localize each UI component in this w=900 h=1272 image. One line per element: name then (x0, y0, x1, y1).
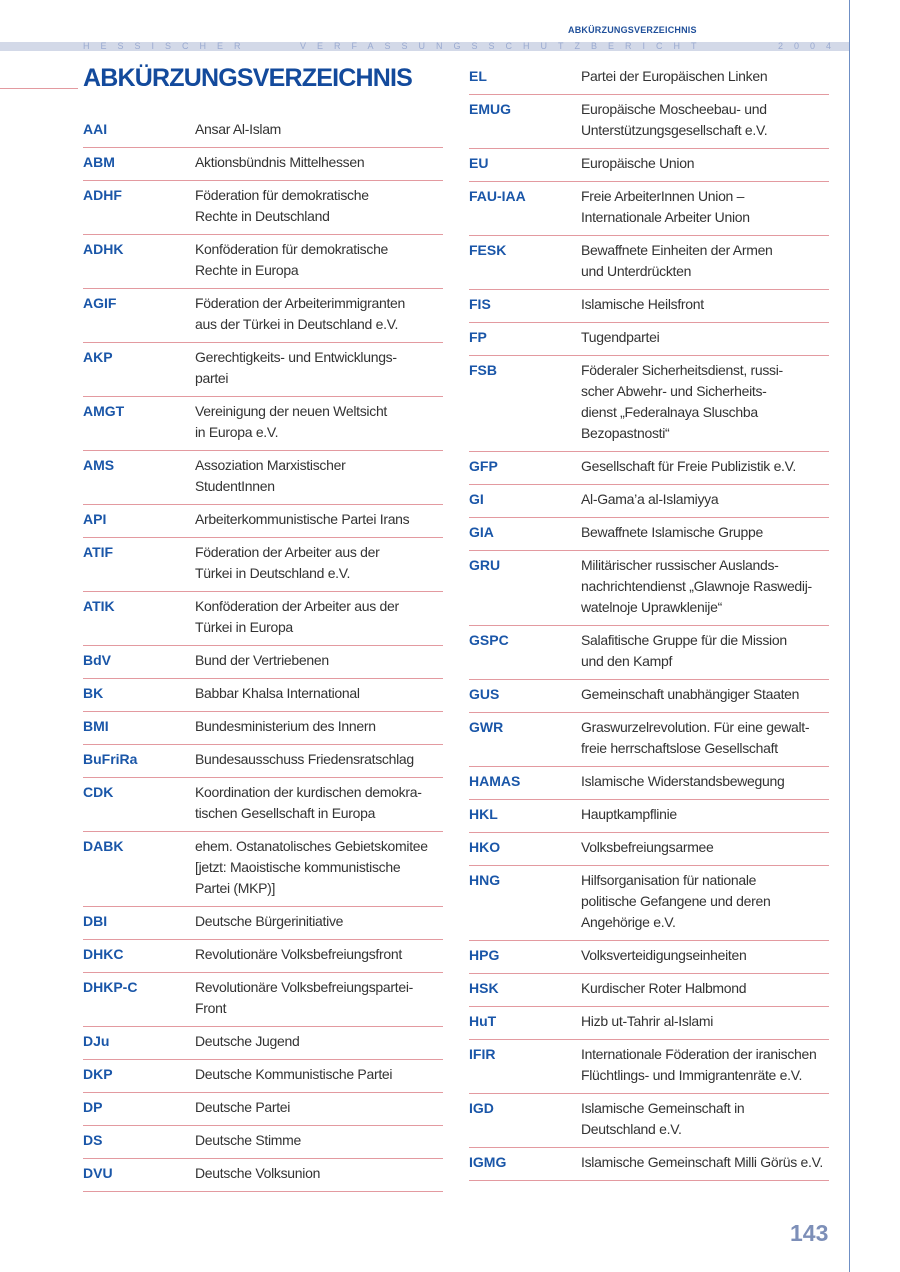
abbreviation-entry (469, 518, 829, 551)
abbreviation-entry (469, 149, 829, 182)
abbreviation-description: Freie ArbeiterInnen Union – Internationale Arbeiter Union (581, 188, 750, 225)
abbreviation-code: DP (83, 1099, 103, 1115)
abbreviation-code: DHKP-C (83, 979, 138, 995)
abbreviation-entry (469, 485, 829, 518)
title-rule (0, 88, 78, 89)
abbreviation-description: Tugendpartei (581, 329, 660, 345)
abbreviation-entry (83, 907, 443, 940)
abbreviation-code: DABK (83, 838, 124, 854)
abbreviation-description: Deutsche Bürgerinitiative (195, 913, 344, 929)
abbreviation-entry (83, 148, 443, 181)
abbreviation-code: HNG (469, 872, 501, 888)
abbreviation-entry (83, 235, 443, 289)
abbreviation-description: Europäische Moscheebau- und Unterstützungsgesellschaft e.V. (581, 101, 768, 138)
abbreviation-entry (469, 1094, 829, 1148)
abbreviation-code: DS (83, 1132, 103, 1148)
abbreviation-description: Föderation der Arbeiterimmigranten aus der Türkei in Deutschland e.V. (195, 295, 406, 332)
abbreviation-entry (83, 289, 443, 343)
header-band-year: 2004 (778, 41, 843, 51)
abbreviation-entry (469, 941, 829, 974)
abbreviation-description: Islamische Widerstandsbewegung (581, 773, 785, 789)
abbreviation-entry (83, 832, 443, 907)
abbreviation-description: Hauptkampflinie (581, 806, 677, 822)
abbreviation-entry (469, 866, 829, 941)
abbreviation-entry (469, 626, 829, 680)
abbreviation-description: Revolutionäre Volksbefreiungsfront (195, 946, 402, 962)
abbreviation-description: Internationale Föderation der iranischen Flüchtlings- und Immigrantenräte e.V. (581, 1046, 817, 1083)
abbreviation-description: Bewaffnete Einheiten der Armen und Unterdrückten (581, 242, 773, 279)
abbreviation-code: BuFriRa (83, 751, 138, 767)
abbreviation-description: Europäische Union (581, 155, 695, 171)
abbreviation-code: GRU (469, 557, 501, 573)
abbreviation-code: HAMAS (469, 773, 521, 789)
abbreviation-description: Deutsche Jugend (195, 1033, 300, 1049)
abbreviation-description: ehem. Ostanatolisches Gebietskomitee [jetzt: Maoistische kommunistische Partei (MKP)] (195, 838, 428, 896)
abbreviation-code: HuT (469, 1013, 497, 1029)
abbreviation-code: IGD (469, 1100, 494, 1116)
abbreviation-entry (83, 712, 443, 745)
abbreviation-code: AAI (83, 121, 108, 137)
abbreviation-code: IGMG (469, 1154, 507, 1170)
abbreviation-code: ADHF (83, 187, 122, 203)
abbreviation-description: Islamische Heilsfront (581, 296, 704, 312)
abbreviation-entry (83, 115, 443, 148)
abbreviation-description: Hilfsorganisation für nationale politische Gefangene und deren Angehörige e.V. (581, 872, 771, 930)
header-band-left: HESSISCHER (83, 41, 252, 51)
abbreviation-code: FESK (469, 242, 507, 258)
abbreviation-description: Koordination der kurdischen demokra- tischen Gesellschaft in Europa (195, 784, 422, 821)
abbreviation-description: Gemeinschaft unabhängiger Staaten (581, 686, 800, 702)
abbreviation-description: Revolutionäre Volksbefreiungspartei- Front (195, 979, 413, 1016)
abbreviation-code: HKO (469, 839, 501, 855)
left-column (83, 115, 443, 1192)
abbreviation-entry (83, 745, 443, 778)
abbreviation-entry (469, 551, 829, 626)
abbreviation-description: Konföderation für demokratische Rechte in Europa (195, 241, 389, 278)
abbreviation-code: ADHK (83, 241, 124, 257)
abbreviation-code: AMS (83, 457, 115, 473)
abbreviation-entry (83, 1093, 443, 1126)
abbreviation-code: FIS (469, 296, 491, 312)
abbreviation-entry (469, 236, 829, 290)
abbreviation-entry (83, 1126, 443, 1159)
abbreviation-description: Kurdischer Roter Halbmond (581, 980, 747, 996)
abbreviation-description: Deutsche Kommunistische Partei (195, 1066, 393, 1082)
abbreviation-code: CDK (83, 784, 114, 800)
abbreviation-description: Deutsche Volksunion (195, 1165, 321, 1181)
abbreviation-description: Al-Gama’a al-Islamiyya (581, 491, 719, 507)
abbreviation-code: BK (83, 685, 104, 701)
abbreviation-description: Ansar Al-Islam (195, 121, 282, 137)
abbreviation-description: Föderaler Sicherheitsdienst, russi- scher Abwehr- und Sicherheits- dienst „Federalnaya Sluschba Bezopastnosti“ (581, 362, 783, 441)
abbreviation-entry (469, 767, 829, 800)
abbreviation-code: ATIF (83, 544, 114, 560)
abbreviation-entry (469, 95, 829, 149)
abbreviation-entry (83, 940, 443, 973)
abbreviation-code: BMI (83, 718, 109, 734)
abbreviation-code: FAU-IAA (469, 188, 526, 204)
abbreviation-code: EMUG (469, 101, 511, 117)
abbreviation-description: Konföderation der Arbeiter aus der Türkei in Europa (195, 598, 399, 635)
abbreviation-description: Föderation der Arbeiter aus der Türkei in Deutschland e.V. (195, 544, 380, 581)
abbreviation-entry (469, 356, 829, 452)
header-band (0, 42, 849, 51)
abbreviation-code: GFP (469, 458, 498, 474)
right-column (469, 62, 829, 1181)
abbreviation-description: Assoziation Marxistischer StudentInnen (195, 457, 346, 494)
abbreviation-description: Salafitische Gruppe für die Mission und den Kampf (581, 632, 787, 669)
abbreviation-entry (83, 1027, 443, 1060)
abbreviation-entry (469, 62, 829, 95)
abbreviation-code: DBI (83, 913, 108, 929)
abbreviation-entry (83, 679, 443, 712)
abbreviation-entry (469, 1040, 829, 1094)
abbreviation-entry (83, 1159, 443, 1192)
abbreviation-code: FSB (469, 362, 497, 378)
page-number: 143 (790, 1220, 829, 1246)
abbreviation-description: Militärischer russischer Auslands- nachrichtendienst „Glawnoje Raswedij- watelnoje Uprawklenije“ (581, 557, 812, 615)
abbreviation-code: DHKC (83, 946, 124, 962)
abbreviation-description: Volksverteidigungseinheiten (581, 947, 747, 963)
abbreviation-code: EU (469, 155, 489, 171)
abbreviation-entry (469, 974, 829, 1007)
abbreviation-code: DKP (83, 1066, 113, 1082)
abbreviation-description: Graswurzelrevolution. Für eine gewalt- freie herrschaftslose Gesellschaft (581, 719, 810, 756)
abbreviation-entry (83, 1060, 443, 1093)
abbreviation-entry (469, 680, 829, 713)
abbreviation-code: GI (469, 491, 484, 507)
abbreviation-entry (83, 505, 443, 538)
abbreviation-code: BdV (83, 652, 111, 668)
abbreviation-description: Deutsche Partei (195, 1099, 291, 1115)
abbreviation-code: GIA (469, 524, 494, 540)
abbreviation-code: EL (469, 68, 487, 84)
abbreviation-description: Bundesministerium des Innern (195, 718, 376, 734)
abbreviation-description: Babbar Khalsa International (195, 685, 360, 701)
abbreviation-entry (83, 973, 443, 1027)
abbreviation-code: API (83, 511, 107, 527)
abbreviation-entry (83, 538, 443, 592)
abbreviation-description: Gesellschaft für Freie Publizistik e.V. (581, 458, 796, 474)
abbreviation-description: Bund der Vertriebenen (195, 652, 329, 668)
abbreviation-code: ATIK (83, 598, 115, 614)
abbreviation-description: Partei der Europäischen Linken (581, 68, 768, 84)
abbreviation-code: GUS (469, 686, 500, 702)
abbreviation-code: GSPC (469, 632, 509, 648)
abbreviation-entry (469, 1148, 829, 1181)
abbreviation-code: DVU (83, 1165, 113, 1181)
abbreviation-description: Deutsche Stimme (195, 1132, 301, 1148)
abbreviation-entry (469, 713, 829, 767)
abbreviation-description: Bundesausschuss Friedensratschlag (195, 751, 414, 767)
abbreviation-code: FP (469, 329, 487, 345)
abbreviation-entry (469, 182, 829, 236)
abbreviation-description: Föderation für demokratische Rechte in Deutschland (195, 187, 369, 224)
abbreviation-code: AKP (83, 349, 113, 365)
abbreviation-description: Gerechtigkeits- und Entwicklungs- partei (195, 349, 397, 386)
abbreviation-description: Hizb ut-Tahrir al-Islami (581, 1013, 714, 1029)
header-band-mid: VERFASSUNGSSCHUTZBERICHT (300, 41, 708, 51)
abbreviation-description: Islamische Gemeinschaft Milli Görüs e.V. (581, 1154, 823, 1170)
abbreviation-code: HPG (469, 947, 500, 963)
abbreviation-entry (83, 181, 443, 235)
abbreviation-entry (83, 451, 443, 505)
abbreviation-description: Bewaffnete Islamische Gruppe (581, 524, 764, 540)
abbreviation-entry (83, 778, 443, 832)
abbreviation-description: Arbeiterkommunistische Partei Irans (195, 511, 410, 527)
abbreviation-entry (469, 833, 829, 866)
abbreviation-description: Volksbefreiungsarmee (581, 839, 714, 855)
abbreviation-description: Vereinigung der neuen Weltsicht in Europa e.V. (195, 403, 388, 440)
abbreviation-code: DJu (83, 1033, 110, 1049)
abbreviation-entry (469, 323, 829, 356)
abbreviation-entry (469, 290, 829, 323)
abbreviation-code: IFIR (469, 1046, 496, 1062)
abbreviation-code: HSK (469, 980, 499, 996)
abbreviation-description: Islamische Gemeinschaft in Deutschland e.V. (581, 1100, 745, 1137)
page-title: ABKÜRZUNGSVERZEICHNIS (83, 64, 413, 92)
abbreviation-code: HKL (469, 806, 498, 822)
abbreviation-code: AGIF (83, 295, 117, 311)
abbreviation-description: Aktionsbündnis Mittelhessen (195, 154, 365, 170)
margin-line (849, 0, 850, 1272)
abbreviation-entry (469, 800, 829, 833)
abbreviation-entry (83, 343, 443, 397)
abbreviation-entry (469, 452, 829, 485)
abbreviation-code: ABM (83, 154, 115, 170)
abbreviation-entry (83, 646, 443, 679)
abbreviation-code: AMGT (83, 403, 125, 419)
abbreviation-entry (83, 397, 443, 451)
running-title: ABKÜRZUNGSVERZEICHNIS (568, 25, 697, 35)
abbreviation-entry (469, 1007, 829, 1040)
abbreviation-code: GWR (469, 719, 504, 735)
abbreviation-entry (83, 592, 443, 646)
